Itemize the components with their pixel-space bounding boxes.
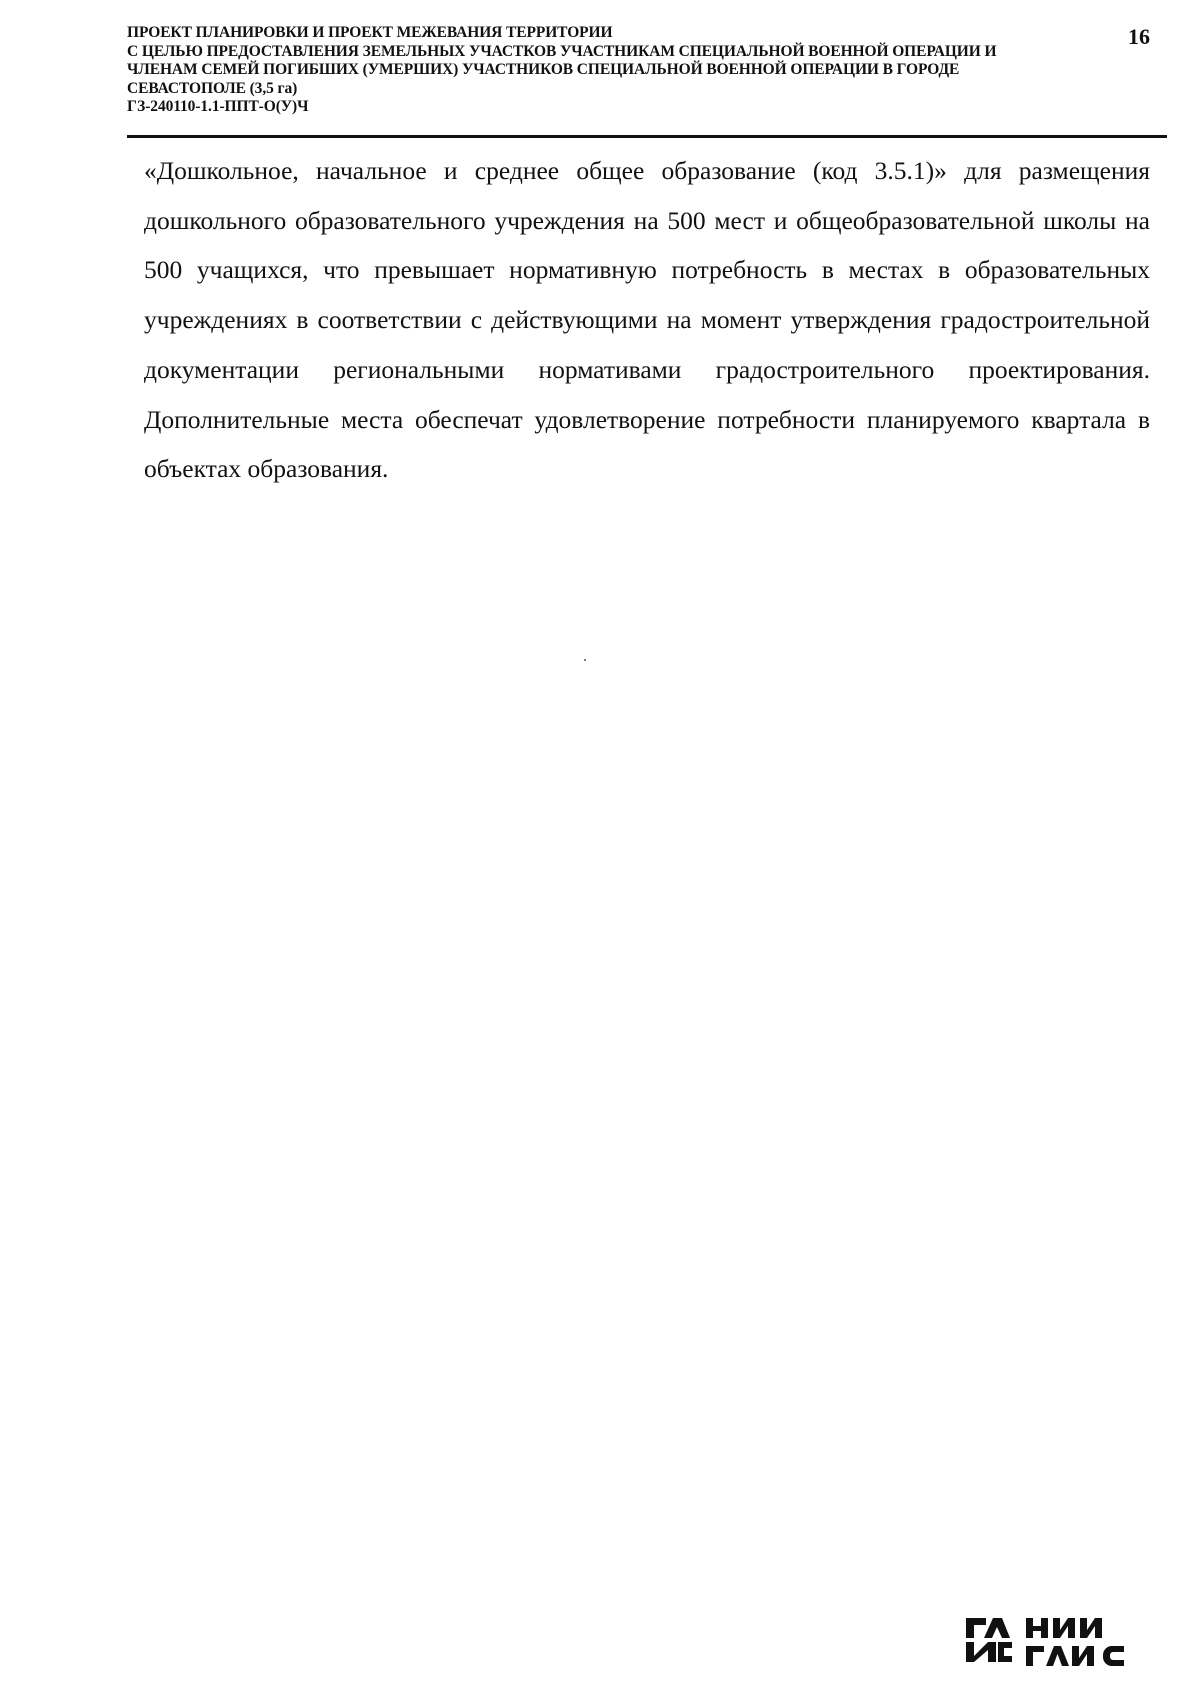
header-divider xyxy=(127,135,1167,138)
header-title-line-3: ЧЛЕНАМ СЕМЕЙ ПОГИБШИХ (УМЕРШИХ) УЧАСТНИКОВ СПЕЦИАЛЬНОЙ ВОЕННОЙ ОПЕРАЦИИ В ГОРОДЕ xyxy=(127,61,960,78)
page-number: 16 xyxy=(1128,24,1150,49)
organization-logo xyxy=(960,1616,1160,1696)
document-header xyxy=(127,24,1127,117)
header-title-line-1: ПРОЕКТ ПЛАНИРОВКИ И ПРОЕКТ МЕЖЕВАНИЯ ТЕРРИТОРИИ xyxy=(127,24,613,41)
header-title-line-2: С ЦЕЛЬЮ ПРЕДОСТАВЛЕНИЯ ЗЕМЕЛЬНЫХ УЧАСТКОВ УЧАСТНИКАМ СПЕЦИАЛЬНОЙ ВОЕННОЙ ОПЕРАЦИИ И xyxy=(127,42,997,60)
body-paragraph: «Дошкольное, начальное и среднее общее образование (код 3.5.1)» для размещения дошкольного образовательного учреждения на 500 мест и общеобразовательной школы на 500 учащихся, что превышает нормативную потребность в местах в образовательных учреждениях в соответствии с действующими на момент утверждения градостроительной документации региональными нормативами градостроительного проектирования. Дополнительные места обеспечат удовлетворение потребности планируемого квартала в объектах образования. xyxy=(144,156,1150,484)
logo-mark xyxy=(960,1616,1160,1696)
header-title-line-4: СЕВАСТОПОЛЕ (3,5 га) xyxy=(127,79,298,97)
scan-artifact-dot xyxy=(584,659,586,661)
header-document-code: ГЗ-240110-1.1-ППТ-О(У)Ч xyxy=(127,98,309,115)
header-title xyxy=(127,24,1127,117)
